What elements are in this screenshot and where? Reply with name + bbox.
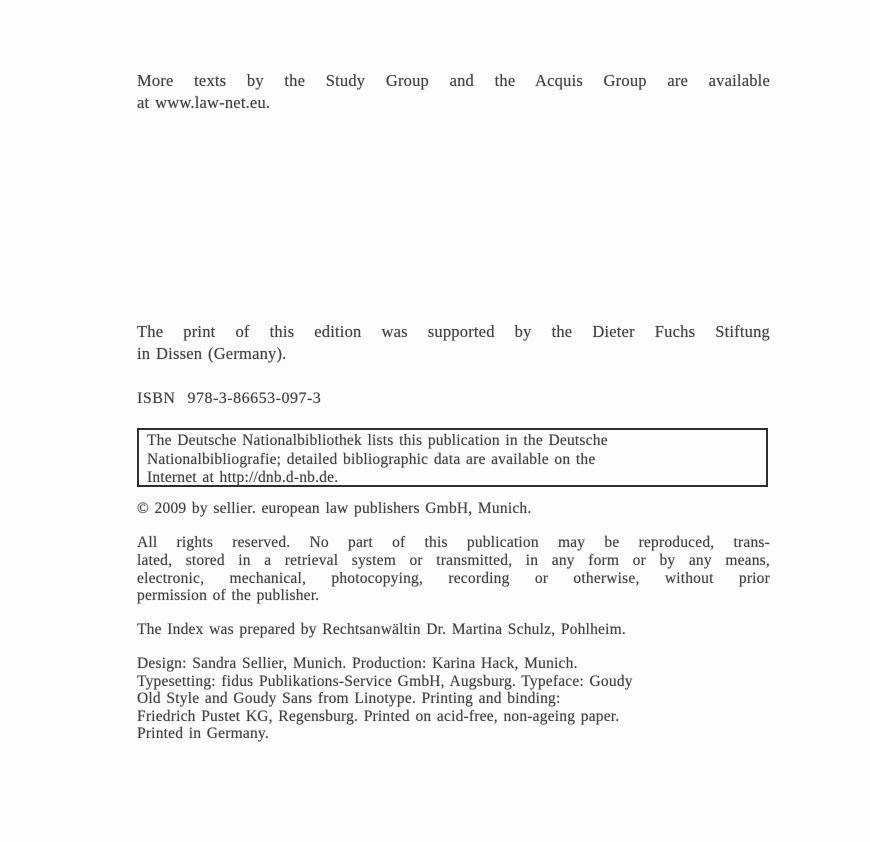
text-line: Internet at http://dnb.d-nb.de. <box>147 469 339 486</box>
text-line: lated, stored in a retrieval system or transmitted, in any form or by any means, <box>137 551 770 569</box>
text-line: Design: Sandra Sellier, Munich. Production: Karina Hack, Munich. <box>137 655 578 672</box>
funding-note <box>137 321 770 365</box>
copyright-line: © 2009 by sellier. european law publishers GmbH, Munich. <box>137 500 532 517</box>
text-line: Printed in Germany. <box>137 725 269 743</box>
text-line: Friedrich Pustet KG, Regensburg. Printed on acid-free, non-ageing paper. <box>137 707 620 725</box>
text-line: Old Style and Goudy Sans from Linotype. Printing and binding: <box>137 690 561 708</box>
isbn-line: ISBN 978-3-86653-097-3 <box>137 390 322 407</box>
availability-note <box>137 70 770 114</box>
text-line: All rights reserved. No part of this publication may be reproduced, trans- <box>137 534 770 551</box>
dnb-notice-box <box>137 428 768 487</box>
colophon-paragraph <box>137 655 770 743</box>
text-line: Typesetting: fidus Publikations-Service GmbH, Augsburg. Typeface: Goudy <box>137 672 633 690</box>
index-credit-line: The Index was prepared by Rechtsanwältin Dr. Martina Schulz, Pohlheim. <box>137 621 626 638</box>
text-line: at www.law-net.eu. <box>137 93 271 112</box>
text-line: in Dissen (Germany). <box>137 344 287 363</box>
text-line: The print of this edition was supported by the Dieter Fuchs Stiftung <box>137 322 770 341</box>
text-line: permission of the publisher. <box>137 587 320 605</box>
text-line: Nationalbibliografie; detailed bibliographic data are available on the <box>147 450 596 468</box>
text-line: More texts by the Study Group and the Acquis Group are available <box>137 71 770 90</box>
text-line: The Deutsche Nationalbibliothek lists this publication in the Deutsche <box>147 432 608 449</box>
rights-paragraph <box>137 534 770 605</box>
text-line: electronic, mechanical, photocopying, recording or otherwise, without prior <box>137 569 770 587</box>
